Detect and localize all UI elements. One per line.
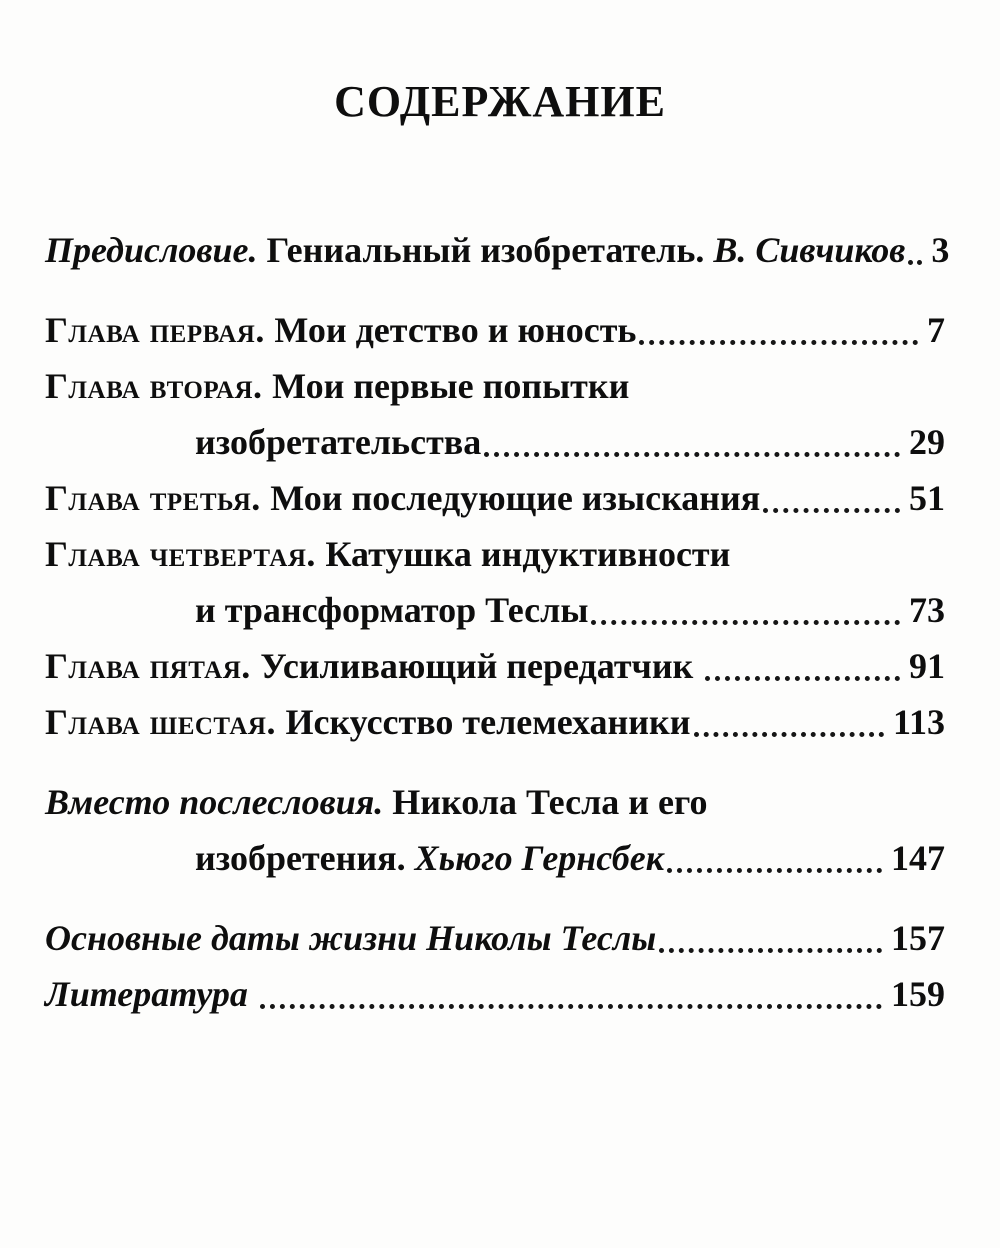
toc-line [45, 414, 945, 470]
toc-text-regular: изобретательства [195, 422, 482, 462]
toc-entry [45, 222, 950, 278]
page-number: 147 [891, 838, 945, 878]
page-number: 159 [891, 974, 945, 1014]
page-number: 3 [931, 230, 950, 270]
dot-leader [667, 868, 882, 873]
dot-leader [639, 340, 918, 345]
toc-text-smallcaps: Глава вторая. [45, 366, 273, 406]
toc-text-italic: Основные даты жизни Николы Теслы [45, 918, 657, 958]
toc-entry [45, 774, 945, 886]
toc-line [45, 774, 945, 830]
toc-line [45, 830, 945, 886]
toc-line [45, 302, 945, 358]
toc-text-italic: Предисловие. [45, 230, 258, 270]
toc-text-italic: Вместо послесловия. [45, 782, 384, 822]
page-number: 7 [927, 310, 945, 350]
dot-leader [591, 620, 900, 625]
page-number: 157 [891, 918, 945, 958]
dot-leader [260, 1004, 882, 1009]
toc-text-smallcaps: Глава первая. [45, 310, 275, 350]
toc-text-italic: Литература [45, 974, 257, 1014]
page-number: 29 [909, 422, 945, 462]
toc-line [45, 694, 945, 750]
toc-entry [45, 470, 945, 526]
toc-text-regular: Усиливающий передатчик [260, 646, 703, 686]
page-number: 113 [892, 702, 945, 742]
dot-leader [659, 948, 882, 953]
toc-entry [45, 638, 945, 694]
toc-line [45, 526, 945, 582]
toc-text-regular: Гениальный изобретатель. [257, 230, 714, 270]
dot-leader [705, 676, 900, 681]
toc-entry [45, 302, 945, 358]
toc-text-regular: Искусство телемеханики [285, 702, 691, 742]
toc-text-italic: Хьюго Гернсбек [414, 838, 664, 878]
page-title: СОДЕРЖАНИЕ [334, 77, 666, 126]
dot-leader [763, 508, 900, 513]
toc-line [45, 910, 945, 966]
toc-text-smallcaps: Глава пятая. [45, 646, 261, 686]
toc-line [45, 966, 945, 1022]
toc-line [45, 470, 945, 526]
toc-text-smallcaps: Глава четвертая. [45, 534, 326, 574]
toc-text-regular: Никола Тесла и его [383, 782, 708, 822]
toc-list [0, 222, 1000, 1022]
toc-entry [45, 910, 945, 966]
dot-leader [484, 452, 900, 457]
toc-entry [45, 966, 945, 1022]
toc-line [45, 222, 950, 278]
toc-text-regular: Катушка индуктивности [325, 534, 731, 574]
toc-entry [45, 358, 945, 470]
toc-line [45, 638, 945, 694]
toc-text-italic: В. Сивчиков [713, 230, 906, 270]
toc-entry [45, 526, 945, 638]
page-number: 73 [909, 590, 945, 630]
toc-text-regular: и трансформатор Теслы [195, 590, 589, 630]
toc-text-regular: Мои детство и юность [274, 310, 637, 350]
toc-entry [45, 694, 945, 750]
page-number: 51 [909, 478, 945, 518]
toc-line [45, 358, 945, 414]
toc-text-regular: Мои последующие изыскания [270, 478, 761, 518]
toc-text-smallcaps: Глава третья. [45, 478, 271, 518]
toc-line [45, 582, 945, 638]
page-number: 91 [909, 646, 945, 686]
dot-leader [908, 260, 922, 265]
toc-text-smallcaps: Глава шестая. [45, 702, 286, 742]
toc-text-regular: изобретения. [195, 838, 415, 878]
toc-text-regular: Мои первые попытки [272, 366, 630, 406]
dot-leader [694, 732, 884, 737]
